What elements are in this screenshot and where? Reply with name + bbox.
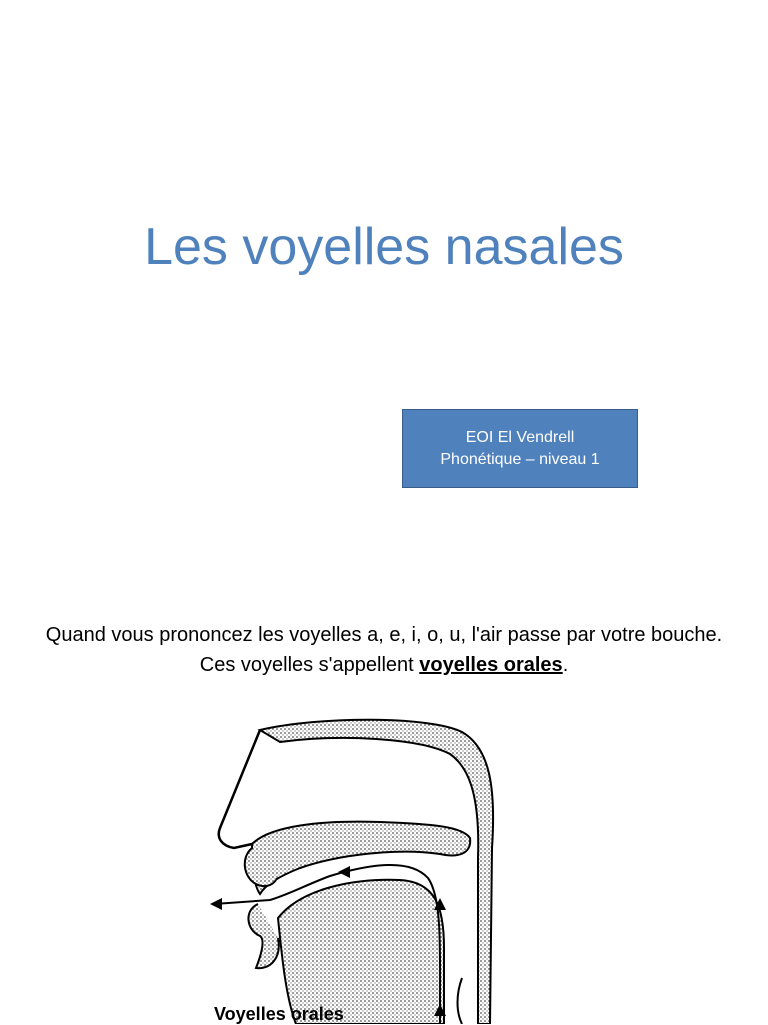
nose-outline	[219, 730, 260, 848]
diagram-label: Voyelles orales	[214, 1004, 344, 1024]
subtitle-line-2: Phonétique – niveau 1	[440, 450, 600, 468]
paragraph-end: .	[562, 654, 569, 676]
subtitle-box	[402, 409, 638, 488]
subtitle-line-1: EOI El Vendrell	[465, 428, 575, 446]
airflow-arrow-mid	[338, 866, 350, 878]
explanation-paragraph	[30, 620, 738, 680]
lower-lip	[248, 904, 278, 968]
oral-vowels-diagram	[200, 708, 510, 1024]
tongue	[278, 880, 444, 1024]
oral-vowels-term: voyelles orales	[419, 654, 563, 676]
airflow-arrow-left	[210, 898, 222, 910]
slide-title: Les voyelles nasales	[144, 218, 624, 276]
pharynx	[458, 978, 463, 1024]
paragraph-text: Quand vous prononcez les voyelles a, e, i, o, u, l'air passe par votre bouche. Ces voyelles s'appellent	[45, 624, 723, 676]
